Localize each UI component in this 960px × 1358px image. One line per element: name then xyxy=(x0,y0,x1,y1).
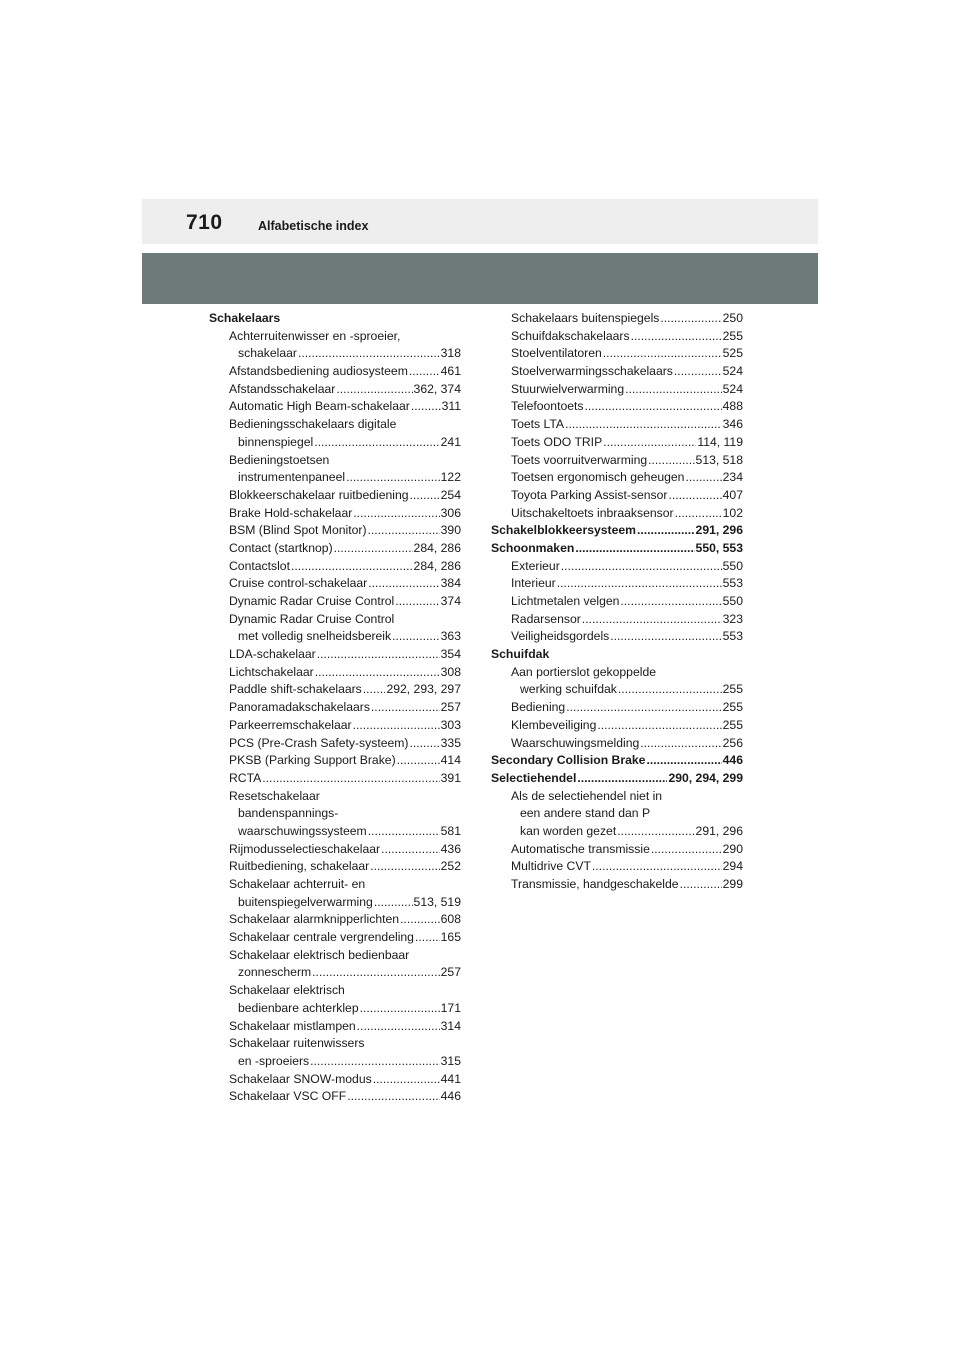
entry-page: 257 xyxy=(440,965,461,980)
index-entry xyxy=(209,894,461,912)
entry-page: 318 xyxy=(440,346,461,361)
entry-text: buitenspiegelverwarming xyxy=(238,894,373,909)
entry-page: 290 xyxy=(722,841,743,856)
entry-text: Resetschakelaar xyxy=(229,788,320,803)
entry-text: Stoelventilatoren xyxy=(511,346,602,361)
dot-leader xyxy=(353,505,439,523)
index-entry xyxy=(209,381,461,399)
entry-page: 550 xyxy=(722,558,743,573)
dot-leader xyxy=(597,717,721,735)
entry-page: 414 xyxy=(440,753,461,768)
dot-leader xyxy=(353,717,440,735)
entry-text: Bedieningsschakelaars digitale xyxy=(229,417,397,432)
dot-leader xyxy=(310,1053,440,1071)
entry-page: 553 xyxy=(722,629,743,644)
index-heading xyxy=(491,646,743,664)
entry-page: 488 xyxy=(722,399,743,414)
dot-leader xyxy=(368,522,440,540)
entry-page: 524 xyxy=(722,364,743,379)
entry-text: Toets ODO TRIP xyxy=(511,434,603,449)
index-entry xyxy=(491,681,743,699)
entry-text: Schakelaar alarmknipperlichten xyxy=(229,912,400,927)
index-entry xyxy=(209,522,461,540)
index-entry xyxy=(491,487,743,505)
index-entry xyxy=(209,964,461,982)
index-entry xyxy=(491,628,743,646)
entry-text: zonnescherm xyxy=(238,965,312,980)
index-heading xyxy=(491,540,743,558)
entry-text: Secondary Collision Brake xyxy=(491,753,646,768)
entry-page: 314 xyxy=(440,1018,461,1033)
dot-leader xyxy=(561,558,722,576)
index-entry xyxy=(209,558,461,576)
dot-leader xyxy=(631,328,722,346)
index-entry xyxy=(491,735,743,753)
index-heading xyxy=(491,770,743,788)
entry-text: Toets LTA xyxy=(511,417,565,432)
header-bar xyxy=(142,199,818,244)
entry-text: BSM (Blind Spot Monitor) xyxy=(229,523,367,538)
index-entry xyxy=(491,398,743,416)
entry-text: PKSB (Parking Support Brake) xyxy=(229,753,396,768)
dot-leader xyxy=(675,505,722,523)
dot-leader xyxy=(360,1000,440,1018)
index-entry xyxy=(209,540,461,558)
index-entry xyxy=(491,310,743,328)
entry-text: Schakelaar achterruit- en xyxy=(229,877,366,891)
dot-leader xyxy=(610,628,721,646)
dot-leader xyxy=(648,452,694,470)
index-entry xyxy=(209,469,461,487)
entry-text: Blokkeerschakelaar ruitbediening xyxy=(229,487,409,502)
index-entry xyxy=(209,416,461,434)
entry-text: Panoramadakschakelaars xyxy=(229,700,370,715)
entry-page: 446 xyxy=(440,1089,461,1104)
entry-page: 362, 374 xyxy=(413,381,461,396)
entry-page: 363 xyxy=(440,629,461,644)
index-entry xyxy=(209,1018,461,1036)
entry-text: bandenspannings- xyxy=(238,806,339,821)
entry-text: Contact (startknop) xyxy=(229,540,333,555)
index-entry xyxy=(209,328,461,346)
dot-leader xyxy=(357,1018,440,1036)
dot-leader xyxy=(637,522,695,540)
entry-text: Selectiehendel xyxy=(491,770,577,785)
entry-page: 252 xyxy=(440,859,461,874)
entry-text: schakelaar xyxy=(238,346,297,361)
index-entry xyxy=(209,752,461,770)
entry-text: Bediening xyxy=(511,700,566,715)
entry-text: Schuifdakschakelaars xyxy=(511,328,630,343)
dot-leader xyxy=(373,1071,440,1089)
entry-text: bedienbare achterklep xyxy=(238,1000,359,1015)
dot-leader xyxy=(381,841,440,859)
entry-text: Klembeveiliging xyxy=(511,717,597,732)
index-entry xyxy=(209,345,461,363)
entry-page: 114, 119 xyxy=(697,434,743,449)
entry-page: 306 xyxy=(440,505,461,520)
dot-leader xyxy=(397,752,440,770)
entry-text: Paddle shift-schakelaars xyxy=(229,682,362,697)
entry-page: 581 xyxy=(440,823,461,838)
entry-text: Bedieningstoetsen xyxy=(229,452,330,467)
index-entry xyxy=(491,452,743,470)
index-entry xyxy=(491,841,743,859)
index-entry xyxy=(209,735,461,753)
index-entry xyxy=(491,381,743,399)
entry-page: 374 xyxy=(440,594,461,608)
entry-page: 290, 294, 299 xyxy=(668,770,743,785)
entry-page: 165 xyxy=(440,930,461,945)
entry-text: Transmissie, handgeschakelde xyxy=(511,877,679,891)
entry-text: Aan portierslot gekoppelde xyxy=(511,664,656,679)
entry-page: 407 xyxy=(722,487,743,502)
dot-leader xyxy=(620,593,721,611)
index-entry xyxy=(491,575,743,593)
entry-text: Schakelaar elektrisch bedienbaar xyxy=(229,947,410,962)
dot-leader xyxy=(334,540,413,558)
index-entry xyxy=(209,1000,461,1018)
dot-leader xyxy=(368,823,440,841)
index-entry xyxy=(491,416,743,434)
entry-text: kan worden gezet xyxy=(520,823,617,838)
entry-text: Waarschuwingsmelding xyxy=(511,735,640,750)
dot-leader xyxy=(668,487,721,505)
index-entry xyxy=(209,1088,461,1106)
dot-leader xyxy=(409,735,439,753)
entry-text: Schakelaar centrale vergrendeling xyxy=(229,930,414,945)
entry-page: 257 xyxy=(440,700,461,715)
entry-page: 461 xyxy=(440,364,461,379)
entry-page: 292, 293, 297 xyxy=(386,682,461,697)
entry-text: Schakelaars xyxy=(209,311,281,325)
page-number: 710 xyxy=(186,211,223,234)
entry-text: Dynamic Radar Cruise Control xyxy=(229,594,395,608)
index-entry xyxy=(209,911,461,929)
entry-page: 303 xyxy=(440,717,461,732)
entry-text: binnenspiegel xyxy=(238,434,314,449)
entry-text: Radarsensor xyxy=(511,611,581,626)
entry-text: Schoonmaken xyxy=(491,540,575,555)
entry-text: Schuifdak xyxy=(491,647,550,662)
entry-page: 241 xyxy=(440,434,461,449)
dot-leader xyxy=(592,858,722,876)
dot-leader xyxy=(346,469,440,487)
dot-leader xyxy=(603,434,696,452)
entry-page: 284, 286 xyxy=(413,540,461,555)
index-entry xyxy=(209,929,461,947)
entry-text: Automatische transmissie xyxy=(511,841,650,856)
index-entry xyxy=(491,788,743,806)
index-entry xyxy=(491,611,743,629)
entry-page: 441 xyxy=(440,1071,461,1086)
index-entry xyxy=(491,328,743,346)
dot-leader xyxy=(582,611,722,629)
entry-text: Uitschakeltoets inbraaksensor xyxy=(511,505,674,520)
dot-leader xyxy=(370,858,439,876)
dot-leader xyxy=(298,345,440,363)
entry-text: Schakelaar ruitenwissers xyxy=(229,1036,365,1051)
dot-leader xyxy=(371,699,440,717)
index-entry xyxy=(491,823,743,841)
dot-leader xyxy=(368,575,439,593)
entry-page: 122 xyxy=(440,470,461,485)
entry-text: Brake Hold-schakelaar xyxy=(229,505,353,520)
index-entry xyxy=(209,452,461,470)
entry-text: waarschuwingssysteem xyxy=(238,823,367,838)
index-heading xyxy=(491,522,743,540)
entry-text: Schakelaar SNOW-modus xyxy=(229,1071,372,1086)
entry-page: 234 xyxy=(722,470,743,485)
index-entry xyxy=(209,434,461,452)
dot-leader xyxy=(291,558,413,576)
dot-leader xyxy=(363,681,386,699)
entry-text: Schakelaars buitenspiegels xyxy=(511,311,660,325)
entry-page: 446 xyxy=(722,753,743,768)
index-column-left xyxy=(209,310,461,1106)
index-entry xyxy=(209,823,461,841)
index-entry xyxy=(209,699,461,717)
index-entry xyxy=(491,717,743,735)
entry-page: 254 xyxy=(440,487,461,502)
index-entry xyxy=(209,398,461,416)
entry-text: instrumentenpaneel xyxy=(238,470,346,485)
entry-page: 323 xyxy=(722,611,743,626)
entry-page: 171 xyxy=(440,1000,461,1015)
index-entry xyxy=(491,363,743,381)
index-entry xyxy=(491,805,743,823)
dot-leader xyxy=(575,540,694,558)
dot-leader xyxy=(617,823,694,841)
dot-leader xyxy=(674,363,722,381)
dot-leader xyxy=(411,398,441,416)
entry-text: Lichtmetalen velgen xyxy=(511,594,620,608)
dot-leader xyxy=(585,398,722,416)
index-entry xyxy=(209,593,461,611)
index-entry xyxy=(209,1053,461,1071)
entry-text: PCS (Pre-Crash Safety-systeem) xyxy=(229,735,409,750)
entry-page: 294 xyxy=(722,859,743,874)
entry-page: 255 xyxy=(722,682,743,697)
index-entry xyxy=(491,505,743,523)
index-entry xyxy=(209,947,461,965)
dot-leader xyxy=(392,628,440,646)
section-band xyxy=(142,253,818,304)
entry-page: 255 xyxy=(722,700,743,715)
dot-leader xyxy=(347,1088,439,1106)
dot-leader xyxy=(415,929,440,947)
entry-text: Ruitbediening, schakelaar xyxy=(229,859,370,874)
entry-page: 284, 286 xyxy=(413,558,461,573)
dot-leader xyxy=(651,841,722,859)
index-entry xyxy=(209,487,461,505)
entry-page: 391 xyxy=(440,770,461,785)
dot-leader xyxy=(262,770,439,788)
entry-page: 291, 296 xyxy=(695,823,743,838)
index-entry xyxy=(209,664,461,682)
entry-page: 513, 519 xyxy=(413,894,461,909)
entry-text: Schakelaar elektrisch xyxy=(229,983,345,998)
dot-leader xyxy=(603,345,722,363)
index-entry xyxy=(491,434,743,452)
entry-page: 384 xyxy=(440,576,461,591)
dot-leader xyxy=(618,681,722,699)
dot-leader xyxy=(374,894,413,912)
entry-page: 553 xyxy=(722,576,743,591)
dot-leader xyxy=(640,735,721,753)
index-entry xyxy=(209,646,461,664)
entry-page: 346 xyxy=(722,417,743,432)
entry-text: Telefoontoets xyxy=(511,399,584,414)
dot-leader xyxy=(680,876,722,894)
entry-text: werking schuifdak xyxy=(520,682,617,697)
dot-leader xyxy=(660,310,721,328)
dot-leader xyxy=(395,593,439,611)
index-entry xyxy=(209,717,461,735)
entry-page: 255 xyxy=(722,328,743,343)
entry-text: en -sproeiers xyxy=(238,1053,310,1068)
entry-text: Toyota Parking Assist-sensor xyxy=(511,487,668,502)
entry-page: 513, 518 xyxy=(695,452,743,467)
entry-page: 354 xyxy=(440,647,461,662)
entry-text: Exterieur xyxy=(511,558,560,573)
index-entry xyxy=(209,841,461,859)
entry-page: 525 xyxy=(722,346,743,361)
entry-text: Automatic High Beam-schakelaar xyxy=(229,399,410,414)
index-entry xyxy=(209,876,461,894)
entry-text: Lichtschakelaar xyxy=(229,664,314,679)
entry-page: 256 xyxy=(722,735,743,750)
dot-leader xyxy=(312,964,439,982)
dot-leader xyxy=(625,381,722,399)
entry-text: Parkeerremschakelaar xyxy=(229,717,352,732)
entry-text: Schakelaar mistlampen xyxy=(229,1018,356,1033)
entry-page: 250 xyxy=(722,311,743,325)
entry-text: Stoelverwarmingsschakelaars xyxy=(511,364,673,379)
index-entry xyxy=(209,575,461,593)
dot-leader xyxy=(685,469,721,487)
index-entry xyxy=(491,876,743,894)
entry-text: Toets voorruitverwarming xyxy=(511,452,648,467)
dot-leader xyxy=(314,434,439,452)
entry-page: 299 xyxy=(722,877,743,891)
entry-text: RCTA xyxy=(229,770,262,785)
index-entry xyxy=(491,699,743,717)
entry-text: LDA-schakelaar xyxy=(229,647,316,662)
dot-leader xyxy=(409,363,440,381)
index-entry xyxy=(491,593,743,611)
index-entry xyxy=(209,858,461,876)
entry-text: Toetsen ergonomisch geheugen xyxy=(511,470,685,485)
index-entry xyxy=(209,611,461,629)
entry-page: 291, 296 xyxy=(695,523,743,538)
index-heading xyxy=(209,310,461,328)
entry-page: 311 xyxy=(441,399,461,414)
entry-page: 550, 553 xyxy=(695,540,743,555)
entry-text: Rijmodusselectieschakelaar xyxy=(229,841,381,856)
index-entry xyxy=(491,345,743,363)
entry-text: Afstandsschakelaar xyxy=(229,381,336,396)
dot-leader xyxy=(315,664,440,682)
index-entry xyxy=(491,664,743,682)
entry-page: 335 xyxy=(440,735,461,750)
index-column-right xyxy=(491,310,743,894)
entry-page: 315 xyxy=(440,1053,461,1068)
entry-text: Dynamic Radar Cruise Control xyxy=(229,611,395,626)
dot-leader xyxy=(410,487,440,505)
dot-leader xyxy=(566,699,721,717)
entry-page: 436 xyxy=(440,841,461,856)
entry-text: Schakelaar VSC OFF xyxy=(229,1089,347,1104)
entry-text: Stuurwielverwarming xyxy=(511,381,625,396)
entry-page: 390 xyxy=(440,523,461,538)
index-entry xyxy=(209,982,461,1000)
entry-text: Schakelblokkeersysteem xyxy=(491,523,636,538)
section-title: Alfabetische index xyxy=(258,219,369,233)
entry-text: Multidrive CVT xyxy=(511,859,591,874)
index-entry xyxy=(209,505,461,523)
index-entry xyxy=(209,770,461,788)
entry-page: 102 xyxy=(722,505,743,520)
index-entry xyxy=(209,628,461,646)
index-entry xyxy=(209,363,461,381)
entry-text: Contactslot xyxy=(229,558,290,573)
index-entry xyxy=(209,1071,461,1089)
dot-leader xyxy=(565,416,722,434)
index-entry xyxy=(209,805,461,823)
index-entry xyxy=(209,1035,461,1053)
index-entry xyxy=(209,788,461,806)
entry-text: Interieur xyxy=(511,576,556,591)
entry-text: Veiligheidsgordels xyxy=(511,629,610,644)
index-entry xyxy=(491,469,743,487)
entry-page: 608 xyxy=(440,912,461,927)
entry-page: 550 xyxy=(722,594,743,608)
dot-leader xyxy=(400,911,440,929)
dot-leader xyxy=(317,646,440,664)
entry-text: Cruise control-schakelaar xyxy=(229,576,368,591)
entry-text: een andere stand dan P xyxy=(520,806,651,821)
dot-leader xyxy=(557,575,722,593)
index-entry xyxy=(209,681,461,699)
entry-page: 524 xyxy=(722,381,743,396)
dot-leader xyxy=(646,752,721,770)
index-entry xyxy=(491,858,743,876)
entry-text: Als de selectiehendel niet in xyxy=(511,788,663,803)
entry-text: Achterruitenwisser en -sproeier, xyxy=(229,328,401,343)
entry-page: 255 xyxy=(722,717,743,732)
entry-text: met volledig snelheidsbereik xyxy=(238,629,392,644)
index-heading xyxy=(491,752,743,770)
entry-page: 308 xyxy=(440,664,461,679)
dot-leader xyxy=(577,770,667,788)
index-entry xyxy=(491,558,743,576)
entry-text: Afstandsbediening audiosysteem xyxy=(229,364,408,379)
dot-leader xyxy=(336,381,412,399)
